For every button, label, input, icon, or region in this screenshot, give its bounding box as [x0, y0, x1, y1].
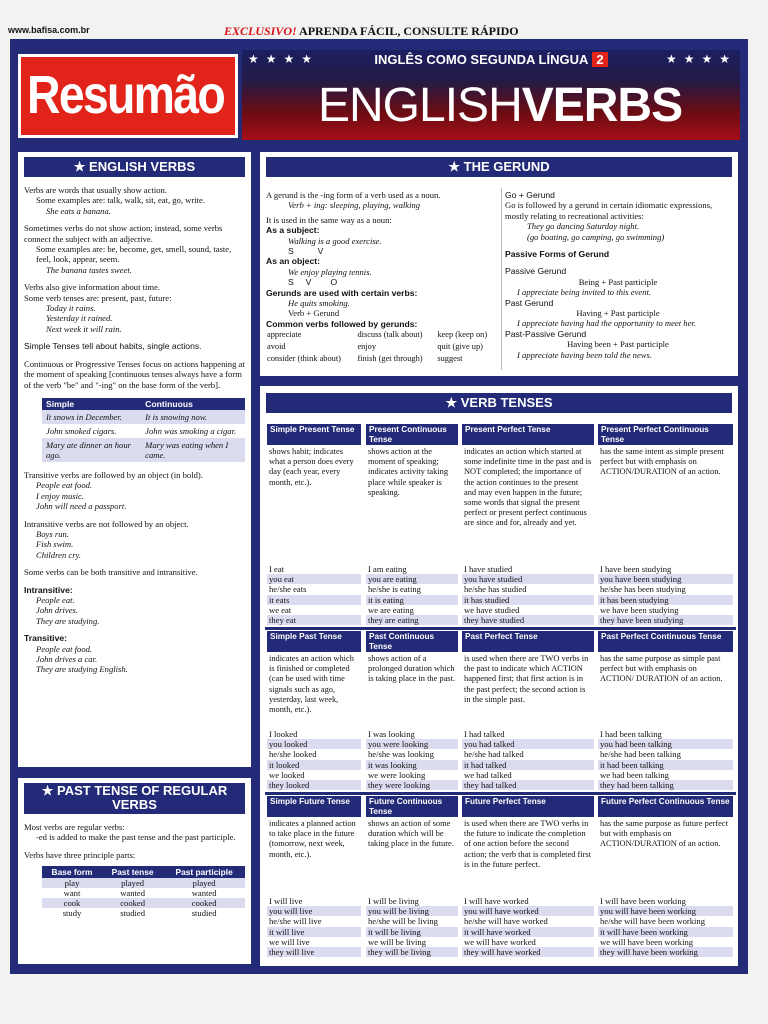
table-cell: avoid: [267, 342, 286, 352]
conjugation-row: I had talked: [464, 729, 505, 739]
ev-example: Today it rains.: [46, 303, 96, 314]
brand-logo: [18, 54, 238, 138]
ev-p1b: She eats a banana.: [46, 205, 111, 216]
principal-parts-wrap: [18, 860, 251, 918]
past-tense-panel: [18, 778, 251, 964]
table-cell: quit (give up): [437, 342, 483, 352]
conjugation-row: they looked: [267, 780, 361, 790]
table-cell: play: [42, 878, 102, 888]
tense-cell: [462, 796, 594, 958]
conjugation-row: I will be living: [368, 896, 419, 906]
english-verbs-panel: [18, 152, 251, 767]
conjugation-row: you are eating: [366, 574, 458, 584]
table-cell: Mary was eating when I came.: [141, 438, 245, 462]
past-tense-body: [18, 814, 251, 860]
table-cell: It is snowing now.: [141, 410, 245, 424]
principal-parts-table: [42, 866, 245, 918]
ev-example: Next week it will rain.: [46, 323, 122, 334]
g-r9: Past Gerund: [505, 297, 554, 308]
ev-p9: Intransitive:: [24, 584, 73, 595]
tense-header: Present Perfect Tense: [462, 424, 594, 445]
ev-example: John drives.: [36, 605, 79, 616]
g-r7: Being + Past participle: [578, 276, 658, 287]
title-bold: VERBS: [521, 79, 683, 132]
verb-tenses-title: ★ VERB TENSES: [266, 393, 732, 413]
conjugation-row: we will be living: [368, 936, 426, 947]
tense-cell: [366, 631, 458, 791]
tense-description: indicates an action which started at some indefinite time in the past and is NOT completed; the importance of the action continues to the present and may even happen in the future; some words that signal the present perfect or present perfect continuous are since and for, already and yet.: [464, 447, 592, 528]
title-light: ENGLISH: [318, 79, 522, 132]
g-l3: It is used in the same way as a noun:: [266, 214, 392, 225]
conjugation-row: they will have worked: [462, 947, 594, 957]
table-row: [42, 898, 245, 908]
table-cell: cooked: [163, 898, 245, 908]
ev-example: Boys run.: [36, 528, 69, 539]
table-cell: studied: [191, 908, 217, 919]
conjugation-list: [598, 564, 733, 625]
table-cell: study: [62, 908, 82, 919]
g-l7: As an object:: [266, 256, 320, 267]
ev-p7: Intransitive verbs are not followed by an object.: [24, 518, 189, 529]
slogan-text: APRENDA FÁCIL, CONSULTE RÁPIDO: [299, 24, 519, 38]
tense-cell: [462, 424, 594, 626]
g-l2: Verb + ing: sleeping, playing, walking: [288, 200, 421, 211]
table-header: Past participle: [163, 866, 245, 878]
ev-p6: Transitive verbs are followed by an object (in bold).: [24, 469, 203, 480]
tense-description: shows action of a prolonged duration which is taking place in the past.: [368, 654, 455, 684]
table-row: [266, 341, 498, 353]
conjugation-row: he/she is eating: [368, 584, 421, 595]
g-r14: I appreciate having been told the news.: [517, 349, 652, 360]
conjugation-row: I have studied: [464, 564, 513, 574]
conjugation-row: they had talked: [462, 780, 594, 790]
conjugation-row: it looked: [267, 760, 361, 770]
conjugation-row: we have been studying: [600, 604, 679, 615]
slogan: [224, 24, 519, 39]
conjugation-row: we have studied: [464, 604, 520, 615]
conjugation-list: [462, 729, 594, 790]
tense-cell: [598, 424, 733, 626]
conjugation-row: it had talked: [462, 760, 594, 770]
conjugation-row: we are eating: [368, 604, 414, 615]
g-l5: Walking is a good exercise.: [288, 235, 382, 246]
pt-p1a: -ed is added to make the past tense and the past participle.: [36, 832, 236, 843]
ev-p5: Continuous or Progressive Tenses focus on actions happening at the moment of speaking [continuous tenses always have a form of the verb "be" and "-ing" on the base form of the verb].: [24, 358, 245, 390]
conjugation-row: you eat: [267, 574, 361, 584]
ev-example: People eat food.: [36, 643, 93, 654]
conjugation-row: he/she will be living: [368, 916, 438, 927]
g-l6: S V: [288, 246, 324, 257]
table-row: [266, 353, 498, 365]
ev-p1: Verbs are words that usually show action.: [24, 185, 167, 195]
row-separator: [265, 792, 736, 795]
gerund-title: ★ THE GERUND: [266, 157, 732, 177]
g-r6: Passive Gerund: [505, 266, 567, 277]
conjugation-list: [462, 564, 594, 625]
ev-example: People eat food.: [36, 480, 93, 491]
tense-header: Present Perfect Continuous Tense: [598, 424, 733, 445]
table-cell: discuss (talk about): [357, 330, 423, 340]
table-row: [42, 424, 245, 438]
conjugation-list: [366, 564, 458, 625]
conjugation-row: he/she has been studying: [600, 584, 686, 595]
tense-cell: [267, 796, 361, 958]
g-r1: Go + Gerund: [505, 190, 555, 200]
conjugation-row: I eat: [269, 564, 285, 574]
conjugation-row: it had been talking: [598, 760, 733, 770]
ev-p2b: The banana tastes sweet.: [46, 264, 132, 275]
g-r11: I appreciate having had the opportunity to meet her.: [517, 318, 696, 329]
conjugation-list: [267, 564, 361, 625]
brand-logo-text: Resumão: [27, 65, 225, 125]
conjugation-row: it will have been working: [598, 927, 733, 937]
exclusive-label: EXCLUSIVO!: [224, 24, 297, 38]
conjugation-row: we were looking: [368, 769, 426, 780]
g-r4: (go boating, go camping, go swimming): [527, 231, 665, 242]
g-l1: A gerund is the -ing form of a verb used as a noun.: [266, 190, 441, 200]
conjugation-row: they have been studying: [598, 615, 733, 625]
ev-example: Children cry.: [36, 549, 82, 560]
conjugation-row: I looked: [269, 729, 298, 739]
conjugation-row: they are eating: [366, 615, 458, 625]
ev-example: They are studying English.: [36, 664, 128, 675]
tense-cell: [366, 424, 458, 626]
conjugation-list: [598, 896, 733, 957]
conjugation-row: they eat: [267, 615, 361, 625]
conjugation-row: it is eating: [366, 595, 458, 605]
conjugation-row: I had been talking: [600, 729, 662, 739]
ev-p3: Verbs also give information about time.: [24, 282, 161, 293]
ev-p2a: Some examples are: be, become, get, smell, sound, taste, feel, look, appear, seem.: [36, 244, 232, 265]
conjugation-row: he/she will have been working: [600, 916, 706, 927]
page-title: [318, 76, 682, 136]
table-cell: cooked: [102, 898, 163, 908]
conjugation-row: we looked: [269, 769, 305, 780]
conjugation-row: I have been studying: [600, 564, 672, 574]
conjugation-list: [366, 896, 458, 957]
subtitle-text: INGLÊS COMO SEGUNDA LÍNGUA: [374, 52, 589, 67]
ev-example: Fish swim.: [36, 539, 74, 550]
table-row: [42, 410, 245, 424]
conjugation-row: he/she had talked: [464, 749, 524, 760]
table-cell: appreciate: [267, 330, 302, 340]
conjugation-row: you had talked: [462, 739, 594, 749]
g-l9: S V O: [288, 277, 338, 288]
tense-header: Simple Past Tense: [267, 631, 361, 652]
ev-p3a: Some verb tenses are: present, past, future:: [24, 292, 172, 303]
tense-description: has the same intent as simple present perfect but with emphasis on ACTION/DURATION of an action.: [600, 447, 724, 477]
table-cell: studied: [120, 908, 146, 919]
g-r10: Having + Past participle: [576, 308, 660, 319]
g-l8: We enjoy playing tennis.: [288, 266, 372, 277]
table-header: Continuous: [141, 398, 245, 410]
table-cell: cook: [42, 898, 102, 908]
conjugation-row: we will have worked: [464, 936, 536, 947]
tense-description: indicates an action which is finished or completed (can be used with time signals such as ago, yesterday, last week, month, etc.).: [269, 654, 354, 715]
tense-header: Future Perfect Continuous Tense: [598, 796, 733, 817]
conjugation-row: they will live: [267, 947, 361, 957]
gerund-verbs-table: [266, 329, 498, 364]
conjugation-row: we will live: [269, 936, 310, 947]
conjugation-row: they will have been working: [598, 947, 733, 957]
table-cell: finish (get through): [357, 353, 423, 363]
ev-example: They are studying.: [36, 615, 100, 626]
conjugation-row: it will be living: [366, 927, 458, 937]
conjugation-row: he/she was looking: [368, 749, 434, 760]
conjugation-row: you had been talking: [598, 739, 733, 749]
stars-left: ★ ★ ★ ★: [248, 52, 315, 66]
tense-cell: [366, 796, 458, 958]
gerund-panel: [260, 152, 738, 376]
g-r12: Past-Passive Gerund: [505, 328, 587, 339]
conjugation-row: you looked: [267, 739, 361, 749]
tense-description: shows habit; indicates what a person does every day (each year, every month, etc.).: [269, 447, 354, 487]
pt-p2: Verbs have three principle parts:: [24, 849, 136, 860]
top-line: [0, 22, 768, 40]
ev-example: I enjoy music.: [36, 490, 84, 501]
conjugation-list: [598, 729, 733, 790]
conjugation-row: he/she looked: [269, 749, 317, 760]
tense-header: Present Continuous Tense: [366, 424, 458, 445]
conjugation-row: you will have been working: [598, 906, 733, 916]
ev-p1a: Some examples are: talk, walk, sit, eat, go, write.: [36, 195, 205, 206]
conjugation-row: I will live: [269, 896, 303, 906]
g-l12: Verb + Gerund: [288, 308, 340, 319]
column-divider: [501, 188, 502, 370]
conjugation-row: you will live: [267, 906, 361, 916]
conjugation-list: [462, 896, 594, 957]
simple-continuous-table: [42, 398, 245, 462]
conjugation-row: it has been studying: [598, 595, 733, 605]
g-l13: Common verbs followed by gerunds:: [266, 318, 418, 329]
table-row: [266, 329, 498, 341]
conjugation-row: you will have worked: [462, 906, 594, 916]
publisher-url: www.bafisa.com.br: [8, 25, 90, 35]
conjugation-row: I will have worked: [464, 896, 529, 906]
table-cell: Mary ate dinner an hour ago.: [42, 438, 141, 462]
conjugation-row: it has studied: [462, 595, 594, 605]
row-separator: [265, 627, 736, 630]
english-verbs-title: ★ ENGLISH VERBS: [24, 157, 245, 177]
conjugation-row: you will be living: [366, 906, 458, 916]
g-r5: Passive Forms of Gerund: [505, 249, 610, 260]
tense-header: Past Perfect Tense: [462, 631, 594, 652]
table-cell: It snows in December.: [42, 410, 141, 424]
g-r13: Having been + Past participle: [567, 339, 669, 350]
tense-header: Future Perfect Tense: [462, 796, 594, 817]
tense-cell: [598, 796, 733, 958]
conjugation-row: I was looking: [368, 729, 415, 739]
ev-example: John drives a car.: [36, 654, 98, 664]
ev-example: People eat.: [36, 594, 75, 605]
conjugation-row: you have been studying: [598, 574, 733, 584]
gerund-right: [505, 190, 731, 360]
g-l4: As a subject:: [266, 225, 320, 236]
conjugation-row: they will be living: [366, 947, 458, 957]
conjugation-row: it eats: [267, 595, 361, 605]
ev-example: John will need a passport.: [36, 501, 127, 512]
g-l11: He quits smoking.: [288, 298, 350, 309]
table-cell: played: [163, 878, 245, 888]
stars-right: ★ ★ ★ ★: [665, 52, 732, 66]
verb-tenses-grid: [265, 421, 736, 962]
ev-p2: Sometimes verbs do not show action; instead, some verbs connect the subject with an adjective.: [24, 223, 223, 244]
table-cell: wanted: [120, 888, 146, 899]
tense-description: shows action at the moment of speaking; indicates activity taking place while speaker is speaking.: [368, 447, 449, 497]
g-l10: Gerunds are used with certain verbs:: [266, 287, 418, 298]
volume-number: 2: [592, 52, 607, 67]
conjugation-row: they were looking: [366, 780, 458, 790]
table-header: Base form: [42, 866, 102, 878]
conjugation-row: he/she will live: [269, 916, 322, 927]
tense-cell: [267, 424, 361, 626]
table-cell: John was smoking a cigar.: [145, 425, 237, 436]
conjugation-list: [366, 729, 458, 790]
conjugation-row: we had talked: [464, 769, 512, 780]
past-tense-title: ★ PAST TENSE OF REGULAR VERBS: [24, 783, 245, 814]
conjugation-row: we eat: [269, 604, 292, 615]
conjugation-row: I am eating: [368, 564, 407, 574]
ev-p10: Transitive:: [24, 633, 67, 644]
table-cell: wanted: [191, 888, 217, 899]
conjugation-row: it will live: [267, 927, 361, 937]
table-row: [42, 908, 245, 918]
conjugation-row: we had been talking: [600, 769, 669, 780]
tense-description: shows an action of some duration which will be taking place in the future.: [368, 819, 454, 849]
table-header: Simple: [42, 398, 141, 410]
conjugation-row: you were looking: [366, 739, 458, 749]
tense-header: Past Continuous Tense: [366, 631, 458, 652]
table-cell: suggest: [437, 353, 463, 363]
table-cell: John smoked cigars.: [46, 425, 117, 436]
conjugation-row: we will have been working: [600, 936, 694, 947]
tense-description: has the same purpose as simple past perfect but with emphasis on ACTION/ DURATION of an action.: [600, 654, 723, 684]
conjugation-row: he/she has studied: [464, 584, 527, 595]
tense-description: has the same purpose as future perfect but with emphasis on ACTION/DURATION of an action.: [600, 819, 728, 849]
table-header: Past tense: [102, 866, 163, 878]
table-row: [42, 878, 245, 888]
tense-cell: [267, 631, 361, 791]
conjugation-row: I will have been working: [600, 896, 686, 906]
conjugation-row: it was looking: [366, 760, 458, 770]
conjugation-row: he/she had been talking: [600, 749, 681, 760]
g-r3: They go dancing Saturday night.: [527, 221, 640, 232]
title-banner: [242, 50, 740, 140]
simple-continuous-table-wrap: [18, 390, 251, 462]
gerund-left: [266, 190, 498, 365]
table-cell: keep (keep on): [437, 330, 488, 340]
english-verbs-body: [18, 177, 251, 390]
tense-header: Simple Present Tense: [267, 424, 361, 445]
transitive-section: [18, 462, 251, 675]
tense-header: Simple Future Tense: [267, 796, 361, 817]
conjugation-row: he/she eats: [269, 584, 307, 595]
ev-example: Yesterday it rained.: [46, 313, 113, 324]
conjugation-row: he/she will have worked: [464, 916, 548, 927]
conjugation-row: they have studied: [462, 615, 594, 625]
tense-cell: [598, 631, 733, 791]
tense-description: is used when there are TWO verbs in the past to indicate which ACTION happened first; that first action is in the past perfect; the second action is in the simple past.: [464, 654, 589, 704]
conjugation-list: [267, 729, 361, 790]
table-cell: enjoy: [357, 342, 377, 352]
tense-description: is used when there are TWO verbs in the future to indicate the completion of one action before the second action; the verb that is completed first is in the future perfect.: [464, 819, 591, 869]
conjugation-row: you have studied: [462, 574, 594, 584]
tense-header: Past Perfect Continuous Tense: [598, 631, 733, 652]
tense-cell: [462, 631, 594, 791]
conjugation-row: they had been talking: [598, 780, 733, 790]
table-cell: want: [63, 888, 81, 899]
pt-p1: Most verbs are regular verbs:: [24, 822, 125, 832]
tense-header: Future Continuous Tense: [366, 796, 458, 817]
conjugation-list: [267, 896, 361, 957]
table-cell: consider (think about): [267, 353, 341, 363]
table-row: [42, 888, 245, 898]
g-r8: I appreciate being invited to this event.: [517, 287, 652, 298]
table-row: [42, 438, 245, 462]
tense-description: indicates a planned action to take place in the future (tomorrow, next week, month, etc.).: [269, 819, 356, 859]
ev-p4: Simple Tenses tell about habits, single actions.: [24, 341, 202, 352]
table-cell: played: [102, 878, 163, 888]
g-r2: Go is followed by a gerund in certain idiomatic expressions, mostly relating to recreational activities:: [505, 200, 713, 221]
conjugation-row: it will have worked: [462, 927, 594, 937]
ev-p8: Some verbs can be both transitive and intransitive.: [24, 567, 198, 578]
